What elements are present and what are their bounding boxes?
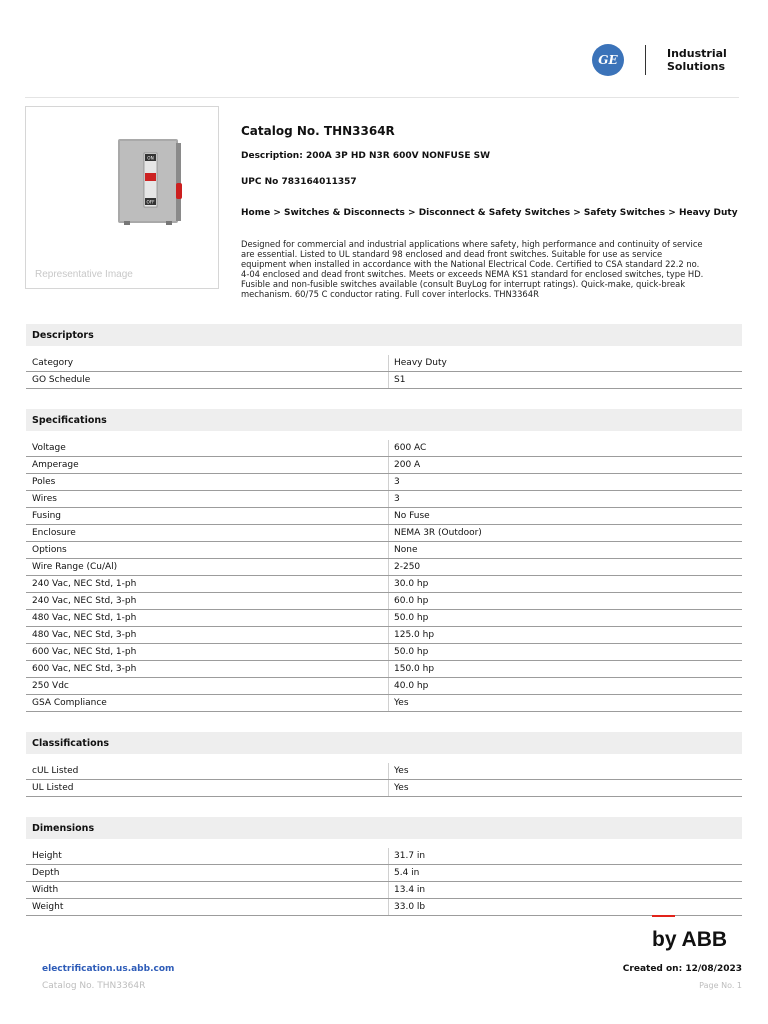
header-divider [25,97,739,98]
row-label: 600 Vac, NEC Std, 1-ph [32,647,137,657]
row-value: 30.0 hp [388,576,428,592]
row-value: 50.0 hp [388,644,428,660]
table-row [26,542,742,559]
row-label: 600 Vac, NEC Std, 3-ph [32,664,137,674]
off-label: OFF [146,199,155,205]
page-number: Page No. 1 [699,981,742,990]
ge-logo-text: GE [598,53,618,67]
table-row [26,661,742,678]
on-label: ON [147,155,154,161]
row-label: Amperage [32,460,79,470]
row-value: 50.0 hp [388,610,428,626]
row-label: Options [32,545,67,555]
row-label: Enclosure [32,528,76,538]
section-title: Dimensions [32,823,95,834]
table-row [26,865,742,882]
table-row [26,457,742,474]
table-row [26,695,742,712]
intro-line: Fusible and non-fusible switches available (consult BuyLog for interrupt ratings). Quick-make, quick-break [241,279,686,290]
row-value: 60.0 hp [388,593,428,609]
row-label: Depth [32,868,60,878]
table-row [26,576,742,593]
breadcrumb-switches-disconnects[interactable]: Switches & Disconnects [284,208,405,218]
row-value: 31.7 in [388,848,425,864]
row-label: Height [32,851,62,861]
intro-line: equipment when installed in accordance with the National Electrical Code. Certified to CSA standard 22.2 no. [241,259,700,270]
table-row [26,882,742,899]
row-label: Weight [32,902,64,912]
table-row [26,474,742,491]
breadcrumb-disconnect-safety-switches[interactable]: Disconnect & Safety Switches [418,208,571,218]
abb-accent-bar [652,915,675,917]
section-header-classifications [26,732,742,754]
breadcrumb-separator: > [665,208,679,218]
table-row [26,627,742,644]
row-value: Yes [388,763,409,779]
intro-line: 4-04 enclosed and dead front switches. Meets or exceeds NEMA KS1 standard for enclosed switches, type HD. [241,269,704,280]
row-value: None [388,542,417,558]
breadcrumb-separator: > [570,208,584,218]
row-value: 600 AC [388,440,426,456]
section-title: Specifications [32,415,107,426]
breadcrumb-home[interactable]: Home [241,208,271,218]
row-label: Width [32,885,59,895]
upc-line: UPC No 783164011357 [241,177,357,187]
section-header-descriptors [26,324,742,346]
brand-divider [645,45,646,75]
breadcrumb [241,208,738,218]
section-header-specifications [26,409,742,431]
row-label: Poles [32,477,56,487]
row-value: 125.0 hp [388,627,434,643]
brand-line-1: Industrial [667,47,727,60]
table-row [26,355,742,372]
row-value: 2-250 [388,559,420,575]
row-value: Yes [388,695,409,711]
table-row [26,899,742,916]
table-row [26,372,742,389]
row-label: 480 Vac, NEC Std, 1-ph [32,613,137,623]
row-label: Fusing [32,511,61,521]
breadcrumb-separator: > [404,208,419,218]
breadcrumb-safety-switches[interactable]: Safety Switches [583,208,666,218]
row-label: Category [32,358,74,368]
row-label: GSA Compliance [32,698,107,708]
intro-line: Designed for commercial and industrial applications where safety, high performance and continuity of service [241,239,703,249]
created-date: Created on: 12/08/2023 [622,964,742,974]
row-value: 200 A [388,457,420,473]
brand-text [667,47,727,73]
row-value: 13.4 in [388,882,425,898]
catalog-title: Catalog No. THN3364R [241,124,395,138]
intro-line: mechanism. 60/75 C conductor rating. Full cover interlocks. THN3364R [241,289,539,300]
breadcrumb-heavy-duty[interactable]: Heavy Duty [678,208,738,218]
row-label: 240 Vac, NEC Std, 1-ph [32,579,137,589]
table-row [26,780,742,797]
row-label: Voltage [32,443,66,453]
row-label: 250 Vdc [32,681,69,691]
section-title: Classifications [32,738,110,749]
row-label: 240 Vac, NEC Std, 3-ph [32,596,137,606]
row-value: 3 [388,491,400,507]
table-row [26,678,742,695]
row-value: 3 [388,474,400,490]
table-row [26,525,742,542]
row-value: Yes [388,780,409,796]
row-label: UL Listed [32,783,74,793]
row-label: Wires [32,494,57,504]
row-label: 480 Vac, NEC Std, 3-ph [32,630,137,640]
table-row [26,508,742,525]
row-value: 150.0 hp [388,661,434,677]
product-image [25,106,219,289]
table-row [26,491,742,508]
abb-logo: by ABB [652,928,728,951]
row-value: NEMA 3R (Outdoor) [388,525,482,541]
table-row [26,610,742,627]
row-value: 5.4 in [388,865,419,881]
brand-line-2: Solutions [667,60,726,73]
website-link[interactable]: electrification.us.abb.com [42,964,175,974]
footer-catalog-number: Catalog No. THN3364R [42,981,146,991]
row-label: cUL Listed [32,766,79,776]
table-row [26,848,742,865]
safety-switch-illustration [114,137,186,233]
product-intro [241,239,746,300]
row-label: GO Schedule [32,375,91,385]
description-line: Description: 200A 3P HD N3R 600V NONFUSE SW [241,151,491,161]
row-value: S1 [388,372,405,388]
representative-image-label: Representative Image [35,269,133,280]
section-header-dimensions [26,817,742,839]
row-label: Wire Range (Cu/Al) [32,562,118,572]
row-value: Heavy Duty [388,355,447,371]
table-row [26,763,742,780]
table-row [26,644,742,661]
ge-logo [592,44,624,76]
row-value: No Fuse [388,508,430,524]
breadcrumb-separator: > [270,208,285,218]
intro-line: are essential. Listed to UL standard 98 enclosed and dead front switches. Suitable for use as service [241,249,663,260]
table-row [26,593,742,610]
row-value: 40.0 hp [388,678,428,694]
row-value: 33.0 lb [388,899,425,915]
table-row [26,440,742,457]
table-row [26,559,742,576]
section-title: Descriptors [32,330,94,341]
